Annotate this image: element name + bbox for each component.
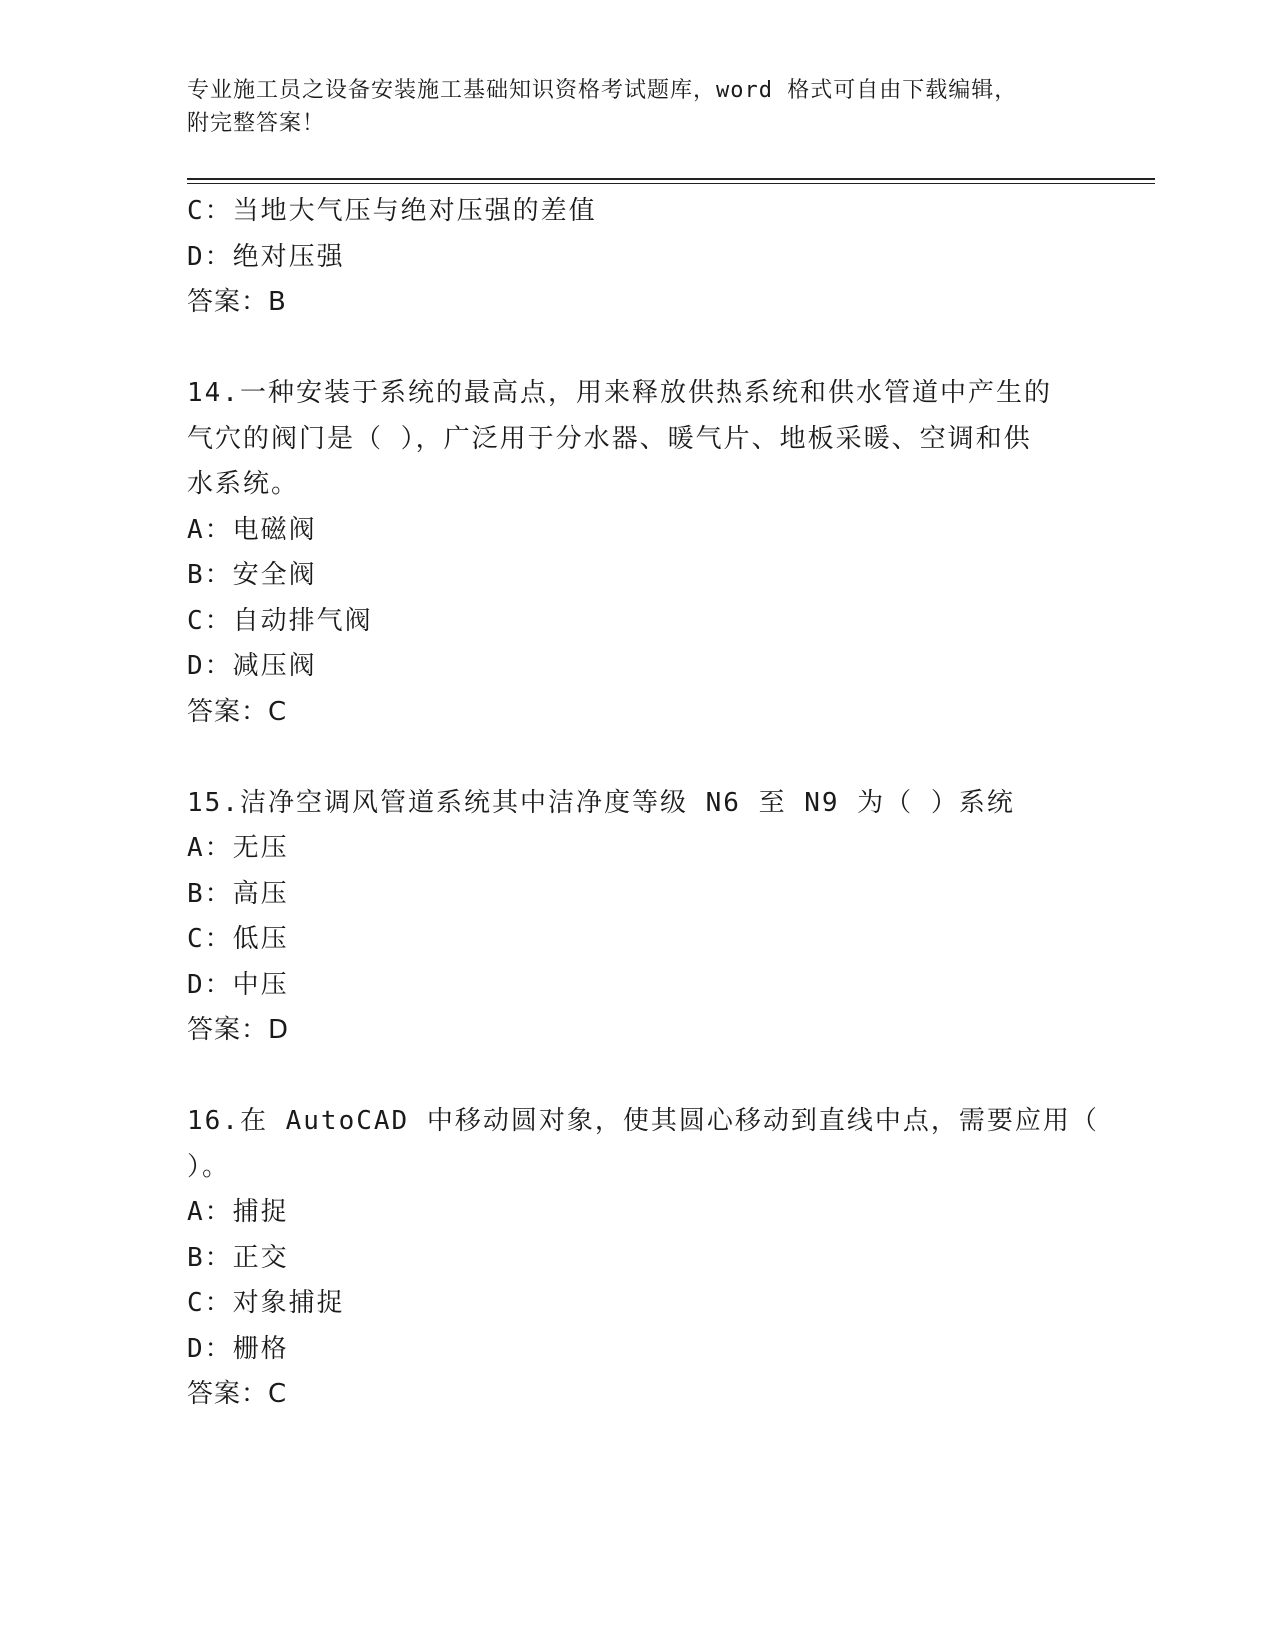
option-b: B：安全阀 (187, 560, 317, 590)
header-line-2: 附完整答案！ (187, 111, 326, 136)
spacer (187, 735, 1087, 781)
question-text-line: 气穴的阀门是（ ），广泛用于分水器、暖气片、地板采暖、空调和供 (187, 423, 1032, 454)
option-a: A：捕捉 (187, 1197, 289, 1227)
option-b: B：正交 (187, 1242, 289, 1273)
question-text-line: 15.洁净空调风管道系统其中洁净度等级 N6 至 N9 为（ ）系统 (187, 787, 1015, 818)
spacer (187, 326, 1087, 372)
option-a: A：无压 (187, 833, 289, 863)
answer: 答案：B (187, 287, 287, 317)
option-d: D：中压 (187, 969, 289, 1000)
question-content (187, 189, 1099, 1418)
option-c: C：低压 (187, 924, 289, 954)
question-text-line: 14.一种安装于系统的最高点，用来释放供热系统和供水管道中产生的 (187, 378, 1052, 408)
question-16 (187, 1099, 1099, 1418)
header-rule-thin (187, 183, 1155, 184)
option-b: B：高压 (187, 878, 289, 909)
option-c: C：对象捕捉 (187, 1288, 345, 1318)
option-d: D：栅格 (187, 1333, 289, 1364)
question-text-line: 水系统。 (187, 469, 300, 499)
question-14 (187, 371, 1087, 735)
answer: 答案：D (187, 1015, 290, 1045)
answer: 答案：C (187, 1379, 288, 1409)
question-15 (187, 781, 1087, 1054)
answer: 答案：C (187, 696, 288, 727)
header-line-1: 专业施工员之设备安装施工基础知识资格考试题库，word 格式可自由下载编辑， (187, 78, 1018, 103)
prev-question (187, 189, 1087, 326)
option-d: D：减压阀 (187, 651, 317, 681)
question-text-line: 16.在 AutoCAD 中移动圆对象，使其圆心移动到直线中点，需要应用（ (187, 1106, 1099, 1136)
option-a: A：电磁阀 (187, 514, 317, 545)
spacer (187, 1054, 1087, 1100)
question-text-line: ）。 (187, 1151, 231, 1182)
option-d: D：绝对压强 (187, 241, 345, 272)
header-rule-thick (187, 178, 1155, 180)
page-header (187, 74, 1067, 140)
option-c: C：当地大气压与绝对压强的差值 (187, 196, 597, 226)
option-c: C：自动排气阀 (187, 605, 373, 636)
